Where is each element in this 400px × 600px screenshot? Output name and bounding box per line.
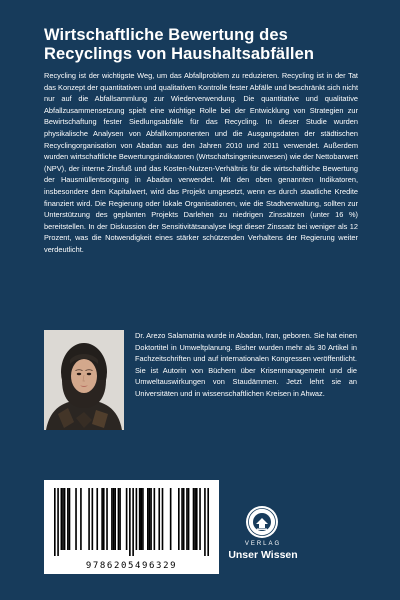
- barcode-bar: [62, 488, 64, 550]
- barcode-bar: [188, 488, 190, 550]
- barcode-bar: [96, 488, 98, 550]
- barcode-bar: [75, 488, 77, 550]
- book-summary: Recycling ist der wichtigste Weg, um das Abfallproblem zu reduzieren. Recycling ist in der Tat das Konzept der quantitativen und qualitativen Kontrolle fester Abfälle und beschränkt sich nicht nur auf die Abfallsammlung zur Wiederverwendung. Die quantitative und qualitative Abfallzusammensetzung spielt eine wichtige Rolle bei der Entwicklung von Strategien zur Bewirtschaftung fester Siedlungsabfälle für das Recycling. In dieser Studie wurden physikalische Analysen von Abfallkomponenten und die Ausgangsdaten der städtischen Recyclingorganisation von Abadan aus den Jahren 2010 und 2011 verwendet. Außerdem wurden wirtschaftliche Bewertungsindikatoren (Wrtschaftsingenieurwesen) wie der Nettobarwert (NPV), der interne Zinsfuß und das Kosten-Nutzen-Verhältnis für die wirtschaftliche Bewertung der Hausmüllentsorgung in Abadan verwendet. Mit den oben genannten Indikatoren, insbesondere dem Kapitalwert, wird das Projekt umgesetzt, wenn es durch staatliche Kredite finanziert wird. Die Regierung oder lokale Organisationen, wie die Stadtverwaltung, sollten zur Unterstützung des geplanten Projekts Darlehen zu niedrigen Zinssätzen (unter 16 %) bereitstellen. In der Diskussion der Sensitivitätsanalyse liegt dieser Zinssatz bei weniger als 12 Prozent, was die Notwendigkeit eines stärker schützenden Verhaltens der Regierung weiter verdeutlicht.: [44, 71, 358, 254]
- barcode-bar: [118, 488, 120, 550]
- barcode-bar: [61, 488, 63, 550]
- barcode-bar: [136, 488, 138, 550]
- barcode-bar: [114, 488, 116, 550]
- barcode-bar: [132, 488, 134, 556]
- book-title-line-2: Recyclings von Haushaltsabfällen: [44, 45, 315, 63]
- barcode-bar: [111, 488, 113, 550]
- barcode-bar: [88, 488, 90, 550]
- barcode-bar: [178, 488, 180, 550]
- barcode-bar: [158, 488, 160, 550]
- barcode-bars: [54, 488, 209, 556]
- barcode-bar: [150, 488, 152, 550]
- book-title-line-1: Wirtschaftliche Bewertung des: [44, 26, 288, 44]
- barcode-bar: [126, 488, 128, 550]
- barcode-bar: [181, 488, 183, 550]
- barcode-bar: [149, 488, 151, 550]
- barcode-bar: [80, 488, 82, 550]
- barcode-bar: [101, 488, 103, 550]
- barcode-bar: [129, 488, 131, 556]
- barcode-bar: [147, 488, 149, 550]
- barcode-bar: [67, 488, 69, 550]
- barcode-bar: [186, 488, 188, 550]
- barcode-bar: [106, 488, 108, 550]
- publisher-name: Unser Wissen: [228, 549, 298, 561]
- barcode-bar: [204, 488, 206, 556]
- isbn-number: 9786205496329: [85, 561, 178, 571]
- barcode-bar: [69, 488, 71, 550]
- barcode-bar: [64, 488, 66, 550]
- barcode-bar: [119, 488, 121, 550]
- barcode-bar: [142, 488, 144, 550]
- barcode-bar: [183, 488, 185, 550]
- barcode-bar: [103, 488, 105, 550]
- barcode-bar: [92, 488, 94, 550]
- book-title: [44, 26, 364, 64]
- barcode-bar: [193, 488, 195, 550]
- author-biography: Dr. Arezo Salamatnia wurde in Abadan, Iran, geboren. Sie hat einen Doktortitel in Umweltplanung. Bisher wurden mehr als 30 Artikel in Fachzeitschriften und auf internationalen Kongressen veröffentlicht. Sie ist Autorin von Büchern über Krisenmanagement und die Umweltauswirkungen von Staudämmen. Jetzt lehrt sie an Universitäten und in wissenschaftlichen Kreisen in Ahwaz.: [135, 331, 357, 398]
- barcode-bar: [154, 488, 156, 550]
- publisher-verlag-label: VERLAG: [244, 541, 282, 547]
- barcode-bar: [170, 488, 172, 550]
- barcode-bar: [140, 488, 142, 550]
- barcode-bar: [194, 488, 196, 550]
- barcode-bar: [139, 488, 141, 550]
- barcode-bar: [113, 488, 115, 550]
- barcode-bar: [196, 488, 198, 550]
- barcode-bar: [162, 488, 164, 550]
- barcode-bar: [199, 488, 201, 550]
- barcode-bar: [57, 488, 59, 556]
- author-photo: [44, 330, 124, 430]
- barcode-bar: [207, 488, 209, 556]
- barcode-bar: [54, 488, 56, 556]
- isbn-barcode: [44, 480, 219, 574]
